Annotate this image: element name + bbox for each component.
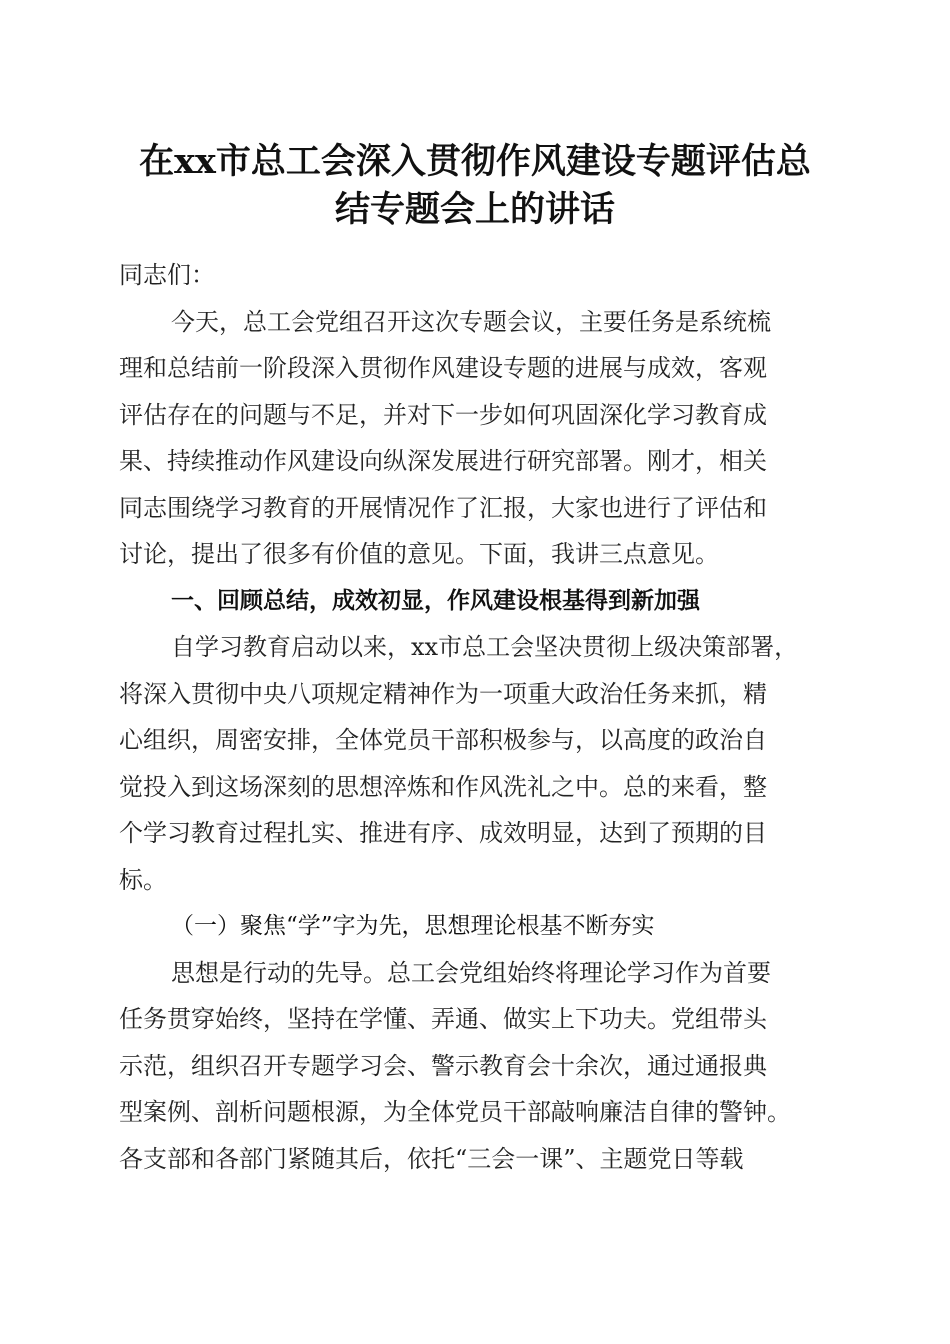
paragraph-1-line: 同志围绕学习教育的开展情况作了汇报，大家也进行了评估和 xyxy=(119,493,767,522)
paragraph-3-line: 型案例、剖析问题根源，为全体党员干部敲响廉洁自律的警钟。 xyxy=(119,1098,791,1126)
paragraph-2 xyxy=(119,624,831,903)
paragraph-3-line: 各支部和各部门紧随其后，依托“三会一课”、主题党日等载 xyxy=(119,1144,744,1173)
paragraph-1-line: 评估存在的问题与不足，并对下一步如何巩固深化学习教育成 xyxy=(119,400,767,429)
document-body xyxy=(119,252,831,1182)
document-title xyxy=(100,138,850,234)
subsection-heading-1: （一）聚焦“学”字为先，思想理论根基不断夯实 xyxy=(171,913,655,939)
paragraph-3-line: 示范，组织召开专题学习会、警示教育会十余次，通过通报典 xyxy=(119,1051,767,1080)
salutation: 同志们： xyxy=(119,261,215,289)
paragraph-2-line: 标。 xyxy=(119,865,167,894)
paragraph-2-line: 个学习教育过程扎实、推进有序、成效明显，达到了预期的目 xyxy=(119,819,767,847)
title-line-1: 在xx市总工会深入贯彻作风建设专题评估总 xyxy=(139,141,811,182)
paragraph-3-line: 思想是行动的先导。总工会党组始终将理论学习作为首要 xyxy=(171,958,771,987)
paragraph-1 xyxy=(119,299,831,578)
title-line-2: 结专题会上的讲话 xyxy=(334,189,615,230)
paragraph-2-line: 自学习教育启动以来，xx市总工会坚决贯彻上级决策部署， xyxy=(171,633,799,661)
paragraph-3 xyxy=(119,950,831,1183)
paragraph-2-line: 将深入贯彻中央八项规定精神作为一项重大政治任务来抓，精 xyxy=(119,679,767,708)
paragraph-1-line: 今天，总工会党组召开这次专题会议，主要任务是系统梳 xyxy=(171,307,771,336)
section-heading-1: 一、回顾总结，成效初显，作风建设根基得到新加强 xyxy=(171,587,700,614)
paragraph-2-line: 心组织，周密安排，全体党员干部积极参与，以高度的政治自 xyxy=(119,726,767,754)
paragraph-1-line: 理和总结前一阶段深入贯彻作风建设专题的进展与成效，客观 xyxy=(119,354,767,382)
paragraph-1-line: 讨论，提出了很多有价值的意见。下面，我讲三点意见。 xyxy=(119,540,719,568)
paragraph-2-line: 觉投入到这场深刻的思想淬炼和作风洗礼之中。总的来看，整 xyxy=(119,772,767,801)
paragraph-3-line: 任务贯穿始终，坚持在学懂、弄通、做实上下功夫。党组带头 xyxy=(119,1005,767,1033)
paragraph-1-line: 果、持续推动作风建设向纵深发展进行研究部署。刚才，相关 xyxy=(119,447,767,475)
